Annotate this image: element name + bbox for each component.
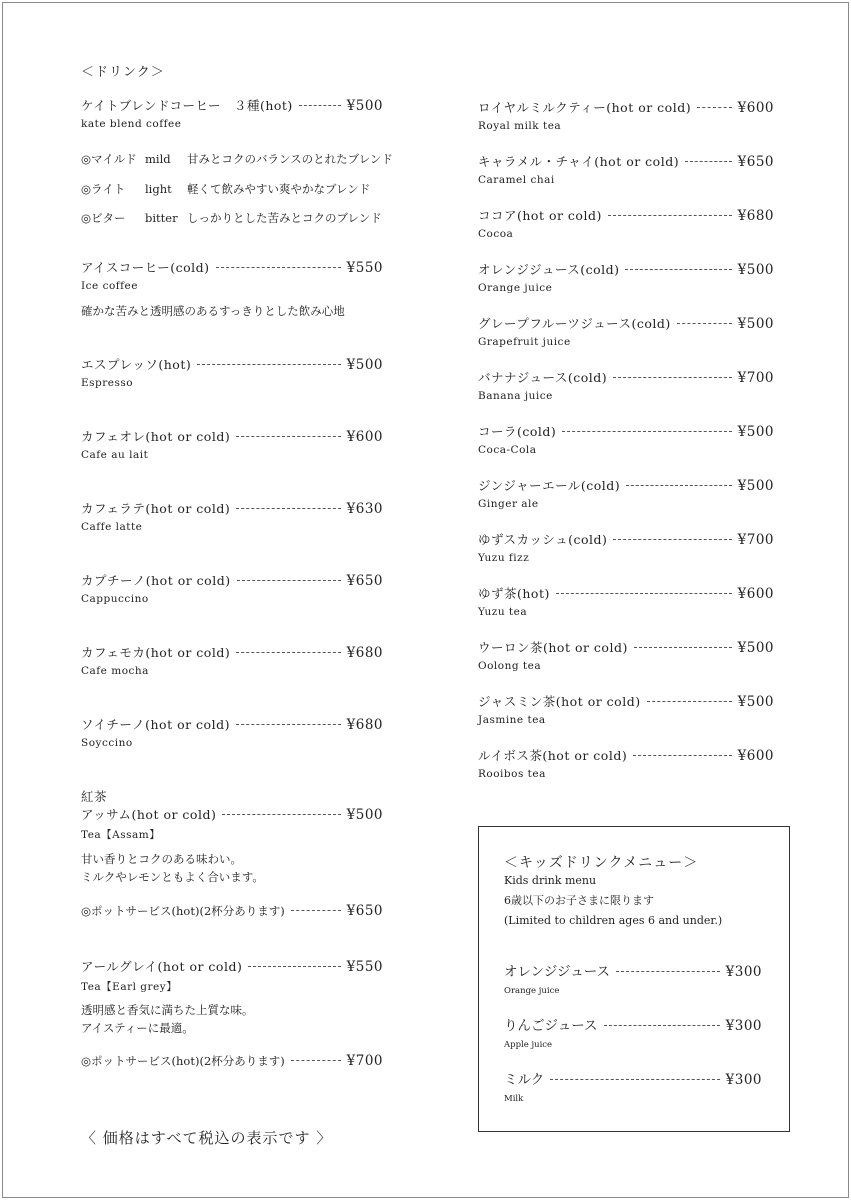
item-english-name: Tea【Earl grey】: [81, 981, 178, 993]
kids-age-limit-jp: 6歳以下のお子さまに限ります: [504, 894, 654, 907]
dotted-leader: [633, 755, 731, 756]
item-price: ¥300: [725, 1072, 762, 1088]
pot-service-name: ◎ポットサービス(hot)(2杯分あります): [81, 1054, 285, 1068]
assam-pot-service: [81, 903, 383, 919]
item-price: ¥600: [737, 586, 774, 602]
item-english-name: kate blend coffee: [81, 118, 182, 130]
menu-item-grapefruit-juice: [478, 314, 774, 348]
menu-item-iced-coffee: [81, 258, 383, 292]
item-english-name: Grapefruit juice: [478, 336, 571, 348]
menu-item-coca-cola: [478, 422, 774, 456]
item-name: ウーロン茶(hot or cold): [478, 640, 628, 655]
item-name: ルイボス茶(hot or cold): [478, 748, 628, 763]
dotted-leader: [608, 215, 732, 216]
variant-jp: ◎ビター: [81, 211, 126, 225]
item-english-name: Jasmine tea: [478, 714, 546, 726]
dotted-leader: [236, 724, 341, 725]
earl-grey-description-line2: アイスティーに最適。: [81, 1021, 194, 1035]
item-name: カプチーノ(hot or cold): [81, 573, 231, 588]
menu-item-blend: [81, 96, 383, 130]
item-price: ¥680: [346, 645, 383, 661]
assam-description-line1: 甘い香りとコクのある味わい。: [81, 852, 242, 866]
menu-item-royal-milk-tea: [478, 98, 774, 132]
item-name: カフェモカ(hot or cold): [81, 645, 231, 660]
item-price: ¥650: [737, 154, 774, 170]
item-price: ¥500: [737, 478, 774, 494]
item-english-name: Banana juice: [478, 390, 553, 402]
item-english-name: Orange juice: [504, 986, 560, 996]
dotted-leader: [647, 701, 732, 702]
dotted-leader: [291, 1060, 341, 1061]
item-name: カフェラテ(hot or cold): [81, 501, 231, 516]
item-price: ¥500: [737, 640, 774, 656]
menu-item-oolong-tea: [478, 638, 774, 672]
item-price: ¥500: [737, 316, 774, 332]
item-name: オレンジジュース(cold): [478, 262, 620, 277]
dotted-leader: [550, 1079, 719, 1080]
item-english-name: Yuzu fizz: [478, 552, 530, 564]
dotted-leader: [291, 910, 341, 911]
dotted-leader: [556, 593, 732, 594]
dotted-leader: [222, 814, 340, 815]
menu-item-cocoa: [478, 206, 774, 240]
item-english-name: Cafe mocha: [81, 665, 149, 677]
kids-item-orange-juice: [504, 960, 762, 996]
blend-variant-bitter: [81, 210, 382, 226]
menu-item-yuzu-fizz: [478, 530, 774, 564]
kids-item-milk: [504, 1068, 762, 1104]
dotted-leader: [216, 267, 341, 268]
variant-en: bitter: [145, 211, 178, 225]
item-english-name: Tea【Assam】: [81, 829, 161, 841]
iced-coffee-description: 確かな苦みと透明感のあるすっきりとした飲み心地: [81, 304, 345, 318]
item-price: ¥500: [346, 98, 383, 114]
item-price: ¥650: [346, 573, 383, 589]
dotted-leader: [697, 107, 732, 108]
variant-en: light: [145, 182, 172, 196]
item-price: ¥500: [346, 357, 383, 373]
tea-heading: 紅茶: [81, 789, 108, 804]
item-english-name: Milk: [504, 1094, 524, 1104]
earl-grey-pot-service: [81, 1053, 383, 1069]
item-price: ¥500: [346, 807, 383, 823]
item-name: ロイヤルミルクティー(hot or cold): [478, 100, 692, 115]
item-english-name: Rooibos tea: [478, 768, 546, 780]
menu-item-orange-juice: [478, 260, 774, 294]
item-name: グレープフルーツジュース(cold): [478, 316, 671, 331]
kids-menu-box: [478, 826, 790, 1132]
dotted-leader: [634, 647, 732, 648]
item-english-name: Espresso: [81, 377, 134, 389]
item-name: エスプレッソ(hot): [81, 357, 192, 372]
kids-item-apple-juice: [504, 1014, 762, 1050]
menu-item-yuzu-tea: [478, 584, 774, 618]
pot-service-price: ¥700: [346, 1053, 383, 1069]
item-name: オレンジジュース: [504, 964, 611, 980]
variant-en: mild: [145, 152, 171, 166]
item-name: ソイチーノ(hot or cold): [81, 717, 230, 732]
menu-item-earl-grey: [81, 957, 383, 994]
item-price: ¥630: [346, 501, 383, 517]
kids-menu-title: ＜キッズドリンクメニュー＞: [504, 855, 699, 871]
dotted-leader: [626, 485, 731, 486]
dotted-leader: [197, 364, 340, 365]
item-price: ¥600: [737, 100, 774, 116]
item-name: ジャスミン茶(hot or cold): [478, 694, 641, 709]
dotted-leader: [236, 508, 340, 509]
item-price: ¥300: [725, 964, 762, 980]
dotted-leader: [299, 105, 341, 106]
menu-item-ginger-ale: [478, 476, 774, 510]
item-name: カフェオレ(hot or cold): [81, 429, 231, 444]
item-price: ¥500: [737, 262, 774, 278]
item-name: バナナジュース(cold): [478, 370, 608, 385]
item-price: ¥680: [346, 717, 383, 733]
item-english-name: Ice coffee: [81, 280, 138, 292]
section-title: ＜ドリンク＞: [81, 65, 165, 80]
menu-item-cappuccino: [81, 571, 383, 605]
item-price: ¥680: [737, 208, 774, 224]
menu-page: [2, 2, 849, 1198]
blend-variant-mild: [81, 151, 393, 167]
variant-jp: ◎マイルド: [81, 152, 137, 166]
dotted-leader: [613, 377, 731, 378]
menu-item-espresso: [81, 355, 383, 389]
variant-desc: 軽くて飲みやすい爽やかなブレンド: [187, 182, 371, 196]
item-name: ココア(hot or cold): [478, 208, 602, 223]
item-name: ミルク: [504, 1072, 545, 1088]
item-price: ¥550: [346, 260, 383, 276]
item-english-name: Apple juice: [504, 1040, 553, 1050]
kids-age-limit-en: (Limited to children ages 6 and under.): [504, 914, 723, 927]
dotted-leader: [625, 269, 731, 270]
dotted-leader: [562, 431, 731, 432]
dotted-leader: [677, 323, 732, 324]
item-english-name: Cafe au lait: [81, 449, 149, 461]
item-english-name: Caffe latte: [81, 521, 143, 533]
item-name: ゆず茶(hot): [478, 586, 550, 601]
dotted-leader: [616, 971, 720, 972]
item-name: りんごジュース: [504, 1018, 598, 1034]
menu-item-jasmine-tea: [478, 692, 774, 726]
menu-item-cafe-mocha: [81, 643, 383, 677]
dotted-leader: [237, 580, 341, 581]
item-english-name: Yuzu tea: [478, 606, 528, 618]
kids-menu-subtitle: Kids drink menu: [504, 874, 597, 887]
assam-description-line2: ミルクやレモンともよく合います。: [81, 870, 264, 884]
item-price: ¥500: [737, 424, 774, 440]
item-name: アイスコーヒー(cold): [81, 260, 210, 275]
menu-item-caffe-latte: [81, 499, 383, 533]
dotted-leader: [236, 652, 340, 653]
item-price: ¥600: [346, 429, 383, 445]
item-english-name: Orange juice: [478, 282, 553, 294]
dotted-leader: [248, 966, 340, 967]
menu-item-cafe-au-lait: [81, 427, 383, 461]
item-price: ¥550: [346, 959, 383, 975]
item-price: ¥700: [737, 370, 774, 386]
variant-jp: ◎ライト: [81, 182, 126, 196]
blend-variant-light: [81, 181, 370, 197]
item-english-name: Cappuccino: [81, 593, 149, 605]
dotted-leader: [685, 161, 732, 162]
variant-desc: 甘みとコクのバランスのとれたブレンド: [187, 152, 393, 166]
item-name: キャラメル・チャイ(hot or cold): [478, 154, 680, 169]
item-name: ケイトブレンドコーヒー ３種(hot): [81, 98, 293, 113]
item-price: ¥500: [737, 694, 774, 710]
item-price: ¥300: [725, 1018, 762, 1034]
item-name: アールグレイ(hot or cold): [81, 959, 243, 974]
menu-item-soyccino: [81, 715, 383, 749]
dotted-leader: [613, 539, 731, 540]
menu-item-assam: [81, 805, 383, 842]
item-english-name: Royal milk tea: [478, 120, 562, 132]
menu-item-rooibos-tea: [478, 746, 774, 780]
tax-note-footer: 〈 価格はすべて税込の表示です 〉: [81, 1129, 333, 1147]
item-english-name: Coca-Cola: [478, 444, 537, 456]
variant-desc: しっかりとした苦みとコクのブレンド: [187, 211, 382, 225]
item-name: ゆずスカッシュ(cold): [478, 532, 608, 547]
menu-item-banana-juice: [478, 368, 774, 402]
item-english-name: Caramel chai: [478, 174, 555, 186]
earl-grey-description-line1: 透明感と香気に満ちた上質な味。: [81, 1003, 254, 1017]
item-name: アッサム(hot or cold): [81, 807, 217, 822]
pot-service-name: ◎ポットサービス(hot)(2杯分あります): [81, 904, 285, 918]
item-english-name: Ginger ale: [478, 498, 539, 510]
item-price: ¥600: [737, 748, 774, 764]
item-english-name: Soyccino: [81, 737, 133, 749]
item-english-name: Cocoa: [478, 228, 514, 240]
item-price: ¥700: [737, 532, 774, 548]
item-english-name: Oolong tea: [478, 660, 542, 672]
item-name: コーラ(cold): [478, 424, 557, 439]
menu-item-caramel-chai: [478, 152, 774, 186]
dotted-leader: [604, 1025, 720, 1026]
dotted-leader: [236, 436, 340, 437]
pot-service-price: ¥650: [346, 903, 383, 919]
item-name: ジンジャーエール(cold): [478, 478, 621, 493]
